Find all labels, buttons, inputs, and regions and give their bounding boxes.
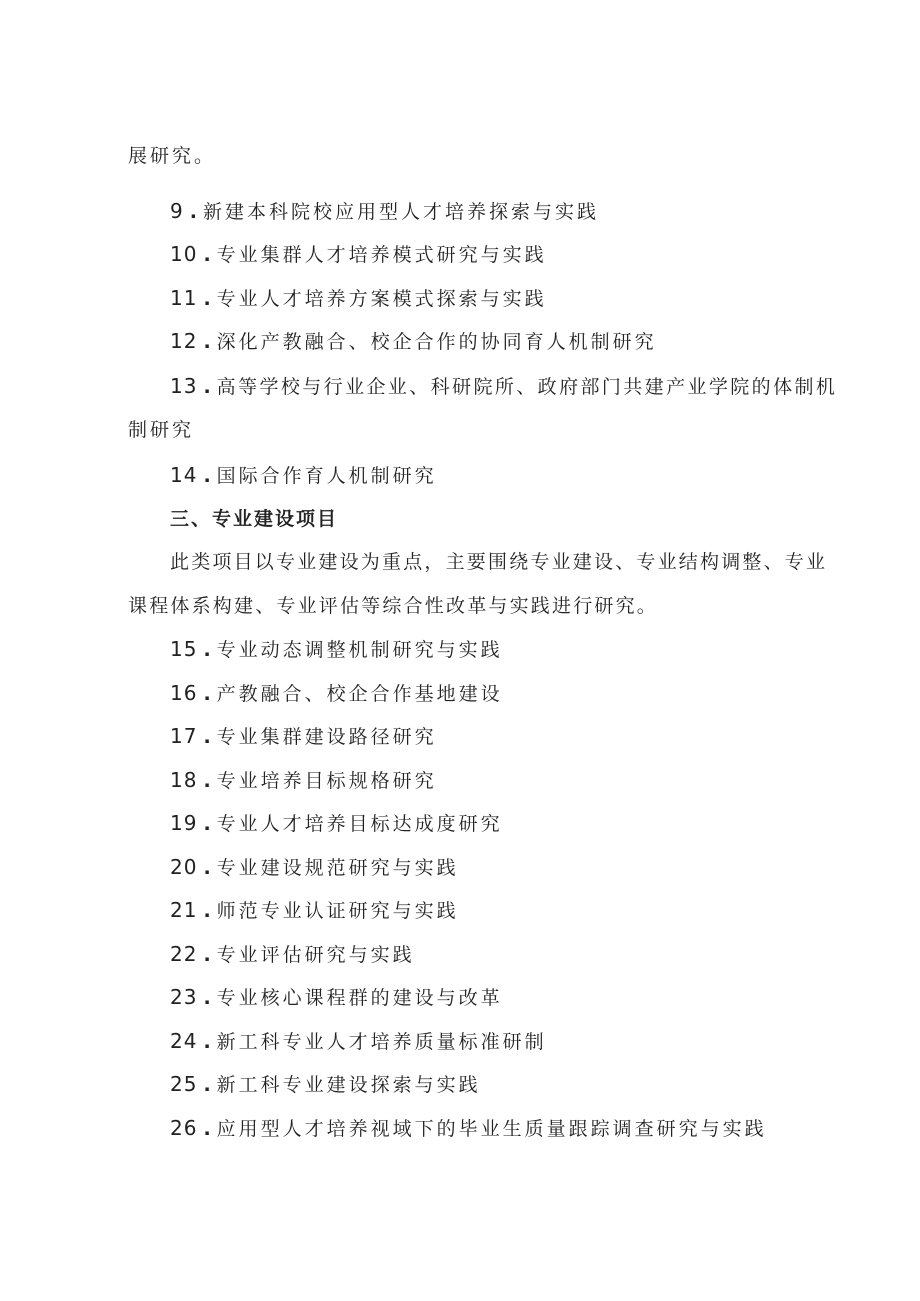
item-separator: .	[203, 726, 211, 748]
item-number: 16	[170, 681, 198, 705]
section-heading: 三、专业建设项目	[170, 508, 339, 530]
item-text: 应用型人才培养视域下的毕业生质量跟踪调查研究与实践	[216, 1118, 767, 1140]
item-separator: .	[203, 857, 211, 879]
item-separator: .	[203, 376, 211, 398]
item-text: 新工科专业建设探索与实践	[216, 1074, 481, 1096]
item-separator: .	[203, 639, 211, 661]
item-text: 新工科专业人才培养质量标准研制	[216, 1031, 547, 1053]
continuation-text: 展研究。	[128, 145, 217, 167]
item-text: 深化产教融合、校企合作的协同育人机制研究	[216, 331, 657, 353]
item-separator: .	[203, 1074, 211, 1096]
item-text: 专业评估研究与实践	[216, 944, 415, 966]
item-separator: .	[189, 201, 197, 223]
item-number: 25	[170, 1072, 198, 1096]
item-separator: .	[203, 1118, 211, 1140]
item-separator: .	[203, 288, 211, 310]
item-text: 师范专业认证研究与实践	[216, 900, 459, 922]
list-item	[170, 286, 850, 311]
list-item	[170, 463, 850, 488]
item-text: 专业建设规范研究与实践	[216, 857, 459, 879]
list-item	[170, 681, 850, 706]
item-number: 21	[170, 898, 198, 922]
list-item	[170, 374, 850, 399]
item-text: 新建本科院校应用型人才培养探索与实践	[202, 201, 599, 223]
item-separator: .	[203, 1031, 211, 1053]
list-item	[170, 855, 850, 880]
list-item	[170, 811, 850, 836]
item-text: 产教融合、校企合作基地建设	[216, 683, 503, 705]
item-separator: .	[203, 465, 211, 487]
item-number: 17	[170, 724, 198, 748]
list-item	[170, 985, 850, 1010]
list-item	[170, 1072, 850, 1097]
list-item	[170, 1116, 850, 1141]
item-separator: .	[203, 683, 211, 705]
item-text: 专业人才培养方案模式探索与实践	[216, 288, 547, 310]
item-text: 专业人才培养目标达成度研究	[216, 813, 503, 835]
item-number: 22	[170, 942, 198, 966]
item-separator: .	[203, 900, 211, 922]
section-description-continuation: 课程体系构建、专业评估等综合性改革与实践进行研究。	[128, 595, 659, 617]
list-item	[170, 942, 850, 967]
item-number: 11	[170, 286, 198, 310]
item-number: 18	[170, 768, 198, 792]
item-number: 24	[170, 1029, 198, 1053]
item-separator: .	[203, 944, 211, 966]
list-item	[170, 637, 850, 662]
section-description: 此类项目以专业建设为重点，主要围绕专业建设、专业结构调整、专业	[170, 551, 828, 573]
item-number: 9	[170, 199, 184, 223]
item-number: 12	[170, 329, 198, 353]
list-item	[170, 768, 850, 793]
item-text: 专业动态调整机制研究与实践	[216, 639, 503, 661]
item-number: 10	[170, 242, 198, 266]
item-separator: .	[203, 987, 211, 1009]
item-separator: .	[203, 244, 211, 266]
item-text: 国际合作育人机制研究	[216, 465, 437, 487]
list-item	[170, 199, 850, 224]
item-text: 专业集群人才培养模式研究与实践	[216, 244, 547, 266]
list-item	[170, 898, 850, 923]
item-text: 专业培养目标规格研究	[216, 770, 437, 792]
list-item	[170, 1029, 850, 1054]
item-number: 15	[170, 637, 198, 661]
item-text: 专业集群建设路径研究	[216, 726, 437, 748]
list-item	[170, 724, 850, 749]
list-item	[170, 329, 850, 354]
item-number: 23	[170, 985, 198, 1009]
item-separator: .	[203, 331, 211, 353]
item-number: 13	[170, 374, 198, 398]
item-text-continuation: 制研究	[128, 419, 195, 441]
item-text: 高等学校与行业企业、科研院所、政府部门共建产业学院的体制机	[216, 376, 838, 398]
item-number: 14	[170, 463, 198, 487]
list-item	[170, 242, 850, 267]
item-separator: .	[203, 770, 211, 792]
item-number: 19	[170, 811, 198, 835]
item-number: 20	[170, 855, 198, 879]
item-text: 专业核心课程群的建设与改革	[216, 987, 503, 1009]
item-number: 26	[170, 1116, 198, 1140]
item-separator: .	[203, 813, 211, 835]
